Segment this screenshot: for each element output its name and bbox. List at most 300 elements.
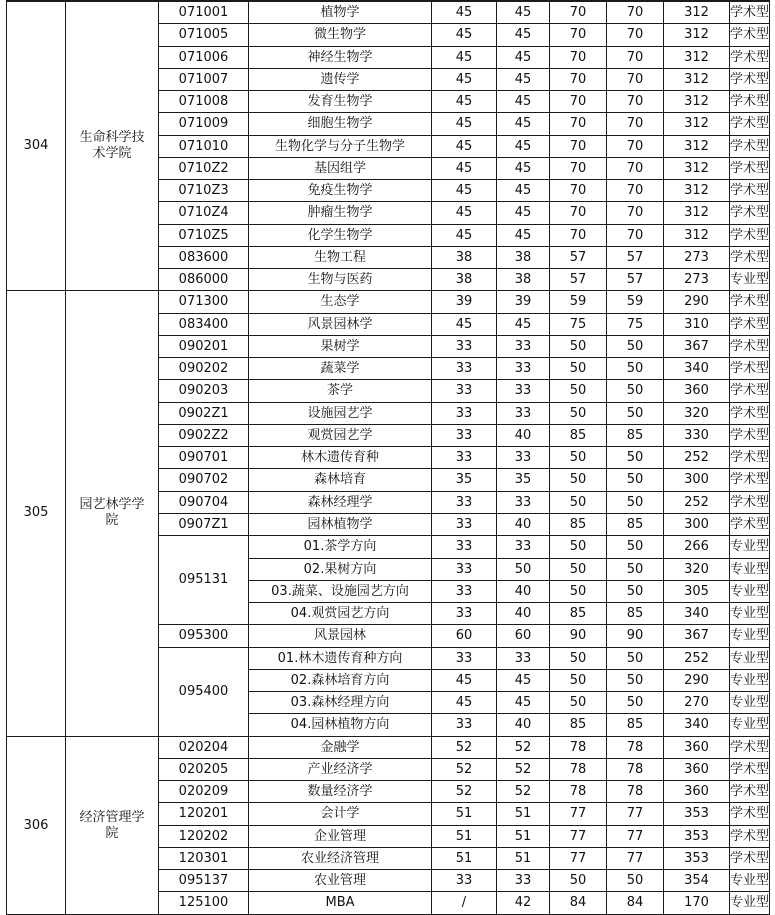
score-cell: 70 [569, 49, 587, 65]
score-cell: 45 [455, 182, 473, 198]
score-cell: 70 [626, 227, 644, 243]
degree-type: 学术型 [730, 761, 770, 777]
grid-line [158, 179, 249, 180]
score-cell: 312 [684, 182, 709, 198]
major-code: 071006 [178, 49, 229, 65]
major-code: 125100 [178, 894, 229, 910]
score-cell: 45 [514, 182, 532, 198]
major-code: 090702 [178, 471, 229, 487]
grid-line [158, 201, 249, 202]
major-direction: 神经生物学 [307, 49, 373, 65]
grid-line [248, 802, 770, 803]
grid-line [248, 624, 770, 625]
score-cell: 70 [569, 71, 587, 87]
grid-line [248, 825, 770, 826]
score-cell: 78 [569, 761, 587, 777]
major-code: 120301 [178, 850, 229, 866]
score-cell: 33 [455, 561, 473, 577]
score-cell: 50 [569, 449, 587, 465]
score-cell: 70 [569, 115, 587, 131]
score-cell: 50 [626, 360, 644, 376]
degree-type: 学术型 [730, 316, 770, 332]
major-direction: 农业经济管理 [300, 850, 379, 866]
score-cell: 85 [569, 605, 587, 621]
grid-line [6, 1, 159, 2]
score-cell: 33 [455, 650, 473, 666]
score-cell: 50 [626, 650, 644, 666]
score-cell: 39 [514, 293, 532, 309]
major-code: 095137 [178, 872, 229, 888]
degree-type: 学术型 [730, 471, 770, 487]
grid-line [158, 758, 249, 759]
score-cell: 33 [514, 449, 532, 465]
major-direction: 森林经理学 [307, 494, 373, 510]
score-cell: 77 [569, 805, 587, 821]
score-cell: 33 [455, 494, 473, 510]
score-cell: 85 [569, 516, 587, 532]
score-cell: 77 [626, 850, 644, 866]
score-cell: 45 [455, 71, 473, 87]
grid-line [248, 891, 770, 892]
grid-line [769, 0, 770, 915]
grid-line [496, 0, 497, 915]
score-cell: 51 [514, 805, 532, 821]
major-code: 120201 [178, 805, 229, 821]
major-direction: 数量经济学 [307, 783, 373, 799]
major-code: 0902Z2 [178, 427, 229, 443]
score-cell: 33 [514, 538, 532, 554]
degree-type: 学术型 [730, 449, 770, 465]
grid-line [158, 0, 159, 915]
score-cell: 33 [455, 516, 473, 532]
score-cell: 70 [626, 204, 644, 220]
grid-line [248, 157, 770, 158]
degree-type: 专业型 [730, 894, 770, 910]
score-cell: 320 [684, 405, 709, 421]
admission-score-table [6, 0, 769, 915]
score-cell: 78 [569, 739, 587, 755]
grid-line [248, 758, 770, 759]
score-cell: 85 [626, 716, 644, 732]
score-cell: 50 [569, 872, 587, 888]
major-direction: MBA [325, 894, 355, 910]
score-cell: 33 [455, 382, 473, 398]
grid-line [248, 736, 770, 737]
score-cell: 45 [514, 138, 532, 154]
major-code: 086000 [178, 271, 229, 287]
score-cell: 70 [569, 160, 587, 176]
score-cell: 312 [684, 138, 709, 154]
score-cell: 52 [514, 761, 532, 777]
score-cell: 252 [684, 449, 709, 465]
score-cell: 38 [514, 249, 532, 265]
score-cell: 50 [626, 872, 644, 888]
score-cell: 33 [455, 872, 473, 888]
grid-line [158, 268, 249, 269]
score-cell: 77 [569, 850, 587, 866]
score-cell: 45 [455, 93, 473, 109]
score-cell: 70 [626, 49, 644, 65]
major-direction: 03.森林经理方向 [290, 694, 390, 710]
score-cell: 70 [569, 26, 587, 42]
grid-line [158, 424, 249, 425]
score-cell: 51 [514, 850, 532, 866]
score-cell: 353 [684, 805, 709, 821]
grid-line [729, 0, 730, 915]
score-cell: 33 [514, 650, 532, 666]
major-direction: 园林植物学 [307, 516, 373, 532]
score-cell: 45 [455, 26, 473, 42]
score-cell: 70 [569, 4, 587, 20]
college-code: 305 [23, 505, 49, 520]
grid-line [158, 446, 249, 447]
degree-type: 学术型 [730, 338, 770, 354]
score-cell: 50 [626, 561, 644, 577]
major-direction: 植物学 [320, 4, 360, 20]
grid-line [158, 46, 249, 47]
score-cell: 40 [514, 716, 532, 732]
major-code: 0710Z4 [178, 204, 229, 220]
score-cell: 340 [684, 605, 709, 621]
college-code: 304 [23, 138, 49, 153]
degree-type: 学术型 [730, 93, 770, 109]
score-cell: / [461, 894, 467, 910]
score-cell: 59 [569, 293, 587, 309]
major-direction: 04.观赏园艺方向 [290, 605, 390, 621]
grid-line [248, 468, 770, 469]
major-direction: 风景园林学 [307, 316, 373, 332]
degree-type: 学术型 [730, 805, 770, 821]
grid-line [248, 491, 770, 492]
score-cell: 33 [455, 427, 473, 443]
grid-line [248, 580, 770, 581]
grid-line [158, 23, 249, 24]
major-direction: 果树学 [320, 338, 360, 354]
score-cell: 45 [514, 71, 532, 87]
grid-line [6, 736, 159, 737]
score-cell: 85 [626, 605, 644, 621]
college-code: 306 [23, 817, 49, 833]
score-cell: 70 [626, 115, 644, 131]
score-cell: 75 [569, 316, 587, 332]
major-direction: 生态学 [320, 293, 360, 309]
score-cell: 70 [626, 26, 644, 42]
score-cell: 50 [569, 338, 587, 354]
score-cell: 354 [684, 872, 709, 888]
major-direction: 04.园林植物方向 [290, 716, 390, 732]
degree-type: 学术型 [730, 227, 770, 243]
degree-type: 学术型 [730, 293, 770, 309]
grid-line [248, 268, 770, 269]
grid-line [158, 379, 249, 380]
major-direction: 观赏园艺学 [307, 427, 373, 443]
score-cell: 40 [514, 427, 532, 443]
score-cell: 50 [569, 382, 587, 398]
score-cell: 312 [684, 115, 709, 131]
score-cell: 78 [569, 783, 587, 799]
score-cell: 85 [569, 716, 587, 732]
major-direction: 微生物学 [313, 26, 366, 42]
major-code: 083600 [178, 249, 229, 265]
grid-line [606, 0, 607, 915]
score-cell: 77 [626, 805, 644, 821]
major-direction: 产业经济学 [307, 761, 373, 777]
grid-line [248, 201, 770, 202]
major-code: 071009 [178, 115, 229, 131]
score-cell: 52 [455, 783, 473, 799]
score-cell: 45 [455, 4, 473, 20]
grid-line [248, 179, 770, 180]
score-cell: 78 [626, 761, 644, 777]
degree-type: 学术型 [730, 115, 770, 131]
major-direction: 肿瘤生物学 [307, 204, 373, 220]
score-cell: 312 [684, 26, 709, 42]
score-cell: 51 [455, 805, 473, 821]
grid-line [158, 869, 249, 870]
degree-type: 学术型 [730, 160, 770, 176]
major-direction: 01.林木遗传育种方向 [277, 650, 403, 666]
degree-type: 学术型 [730, 783, 770, 799]
score-cell: 42 [514, 894, 532, 910]
score-cell: 33 [514, 494, 532, 510]
major-direction: 遗传学 [320, 71, 360, 87]
score-cell: 39 [455, 293, 473, 309]
grid-line [248, 224, 770, 225]
college-name: 生命科学技术学院 [79, 130, 145, 161]
degree-type: 专业型 [730, 583, 770, 599]
score-cell: 33 [514, 872, 532, 888]
score-cell: 50 [569, 561, 587, 577]
grid-line [248, 513, 770, 514]
score-cell: 320 [684, 561, 709, 577]
grid-line [248, 135, 770, 136]
score-cell: 300 [684, 516, 709, 532]
degree-type: 学术型 [730, 204, 770, 220]
score-cell: 50 [569, 538, 587, 554]
major-direction: 化学生物学 [307, 227, 373, 243]
score-cell: 57 [569, 271, 587, 287]
score-cell: 45 [455, 672, 473, 688]
major-code: 071010 [178, 138, 229, 154]
score-cell: 50 [626, 382, 644, 398]
grid-line [158, 847, 249, 848]
score-cell: 45 [455, 138, 473, 154]
score-cell: 84 [626, 894, 644, 910]
score-cell: 33 [455, 538, 473, 554]
grid-line [248, 46, 770, 47]
score-cell: 312 [684, 4, 709, 20]
score-cell: 40 [514, 605, 532, 621]
score-cell: 70 [626, 71, 644, 87]
score-cell: 33 [455, 338, 473, 354]
grid-line [158, 1, 249, 2]
score-cell: 45 [514, 672, 532, 688]
grid-line [248, 647, 770, 648]
score-cell: 70 [569, 138, 587, 154]
score-cell: 290 [684, 672, 709, 688]
grid-line [158, 736, 249, 737]
grid-line [158, 402, 249, 403]
major-direction: 生物工程 [313, 249, 366, 265]
score-cell: 77 [569, 828, 587, 844]
major-code: 090203 [178, 382, 229, 398]
score-cell: 50 [626, 494, 644, 510]
degree-type: 专业型 [730, 872, 770, 888]
score-cell: 78 [626, 739, 644, 755]
score-cell: 312 [684, 93, 709, 109]
grid-line [6, 290, 159, 291]
score-cell: 35 [514, 471, 532, 487]
score-cell: 45 [514, 316, 532, 332]
score-cell: 33 [455, 405, 473, 421]
score-cell: 266 [684, 538, 709, 554]
score-cell: 70 [569, 182, 587, 198]
degree-type: 专业型 [730, 538, 770, 554]
grid-line [158, 90, 249, 91]
major-direction: 会计学 [320, 805, 360, 821]
grid-line [248, 1, 770, 2]
major-direction: 生物化学与分子生物学 [274, 138, 405, 154]
major-direction: 森林培育 [313, 471, 366, 487]
major-code: 0907Z1 [178, 516, 229, 532]
score-cell: 290 [684, 293, 709, 309]
degree-type: 专业型 [730, 694, 770, 710]
score-cell: 45 [514, 694, 532, 710]
score-cell: 45 [455, 316, 473, 332]
major-direction: 基因组学 [313, 160, 366, 176]
score-cell: 360 [684, 783, 709, 799]
grid-line [6, 0, 770, 1]
score-cell: 353 [684, 850, 709, 866]
score-cell: 57 [569, 249, 587, 265]
grid-line [431, 0, 432, 915]
grid-line [248, 847, 770, 848]
degree-type: 学术型 [730, 382, 770, 398]
degree-type: 专业型 [730, 605, 770, 621]
grid-line [248, 402, 770, 403]
grid-line [248, 602, 770, 603]
major-direction: 金融学 [320, 739, 360, 755]
major-code: 071300 [178, 293, 229, 309]
grid-line [158, 802, 249, 803]
major-code: 0902Z1 [178, 405, 229, 421]
grid-line [248, 68, 770, 69]
degree-type: 学术型 [730, 71, 770, 87]
score-cell: 85 [569, 427, 587, 443]
degree-type: 学术型 [730, 26, 770, 42]
grid-line [6, 0, 7, 915]
major-direction: 农业管理 [313, 872, 366, 888]
degree-type: 学术型 [730, 828, 770, 844]
score-cell: 273 [684, 271, 709, 287]
score-cell: 50 [626, 471, 644, 487]
major-code: 0710Z5 [178, 227, 229, 243]
score-cell: 33 [455, 716, 473, 732]
major-direction: 风景园林 [313, 627, 366, 643]
grid-line [549, 0, 550, 915]
score-cell: 50 [514, 561, 532, 577]
score-cell: 57 [626, 271, 644, 287]
major-direction: 生物与医药 [307, 271, 373, 287]
score-cell: 52 [455, 739, 473, 755]
major-direction: 03.蔬菜、设施园艺方向 [271, 583, 409, 599]
score-cell: 50 [569, 471, 587, 487]
grid-line [248, 558, 770, 559]
degree-type: 学术型 [730, 138, 770, 154]
degree-type: 专业型 [730, 672, 770, 688]
score-cell: 50 [626, 538, 644, 554]
score-cell: 33 [455, 360, 473, 376]
score-cell: 90 [569, 627, 587, 643]
degree-type: 学术型 [730, 360, 770, 376]
major-code: 090201 [178, 338, 229, 354]
score-cell: 330 [684, 427, 709, 443]
score-cell: 70 [626, 182, 644, 198]
score-cell: 45 [455, 204, 473, 220]
score-cell: 50 [569, 494, 587, 510]
score-cell: 33 [514, 382, 532, 398]
degree-type: 学术型 [730, 516, 770, 532]
major-code: 095400 [178, 684, 229, 699]
major-code: 090701 [178, 449, 229, 465]
score-cell: 45 [514, 204, 532, 220]
major-direction: 02.森林培育方向 [290, 672, 390, 688]
grid-line [158, 624, 249, 625]
score-cell: 50 [626, 583, 644, 599]
grid-line [158, 135, 249, 136]
score-cell: 50 [569, 650, 587, 666]
grid-line [248, 112, 770, 113]
degree-type: 学术型 [730, 182, 770, 198]
score-cell: 45 [455, 694, 473, 710]
grid-line [158, 112, 249, 113]
grid-line [248, 780, 770, 781]
degree-type: 专业型 [730, 561, 770, 577]
major-direction: 发育生物学 [307, 93, 373, 109]
grid-line [158, 647, 249, 648]
major-code: 020205 [178, 761, 229, 777]
major-code: 020204 [178, 739, 229, 755]
score-cell: 360 [684, 739, 709, 755]
degree-type: 学术型 [730, 494, 770, 510]
score-cell: 50 [626, 672, 644, 688]
degree-type: 专业型 [730, 650, 770, 666]
major-code: 090202 [178, 360, 229, 376]
score-cell: 273 [684, 249, 709, 265]
college-name: 经济管理学院 [79, 809, 145, 841]
score-cell: 33 [514, 360, 532, 376]
score-cell: 45 [455, 49, 473, 65]
major-code: 071008 [178, 93, 229, 109]
score-cell: 45 [455, 115, 473, 131]
score-cell: 52 [514, 783, 532, 799]
score-cell: 75 [626, 316, 644, 332]
major-code: 071007 [178, 71, 229, 87]
major-code: 0710Z2 [178, 160, 229, 176]
score-cell: 35 [455, 471, 473, 487]
score-cell: 340 [684, 360, 709, 376]
degree-type: 学术型 [730, 850, 770, 866]
grid-line [248, 424, 770, 425]
grid-line [158, 891, 249, 892]
score-cell: 312 [684, 204, 709, 220]
score-cell: 50 [569, 360, 587, 376]
score-cell: 57 [626, 249, 644, 265]
score-cell: 38 [455, 271, 473, 287]
grid-line [158, 335, 249, 336]
score-cell: 40 [514, 516, 532, 532]
major-code: 095131 [178, 572, 229, 587]
